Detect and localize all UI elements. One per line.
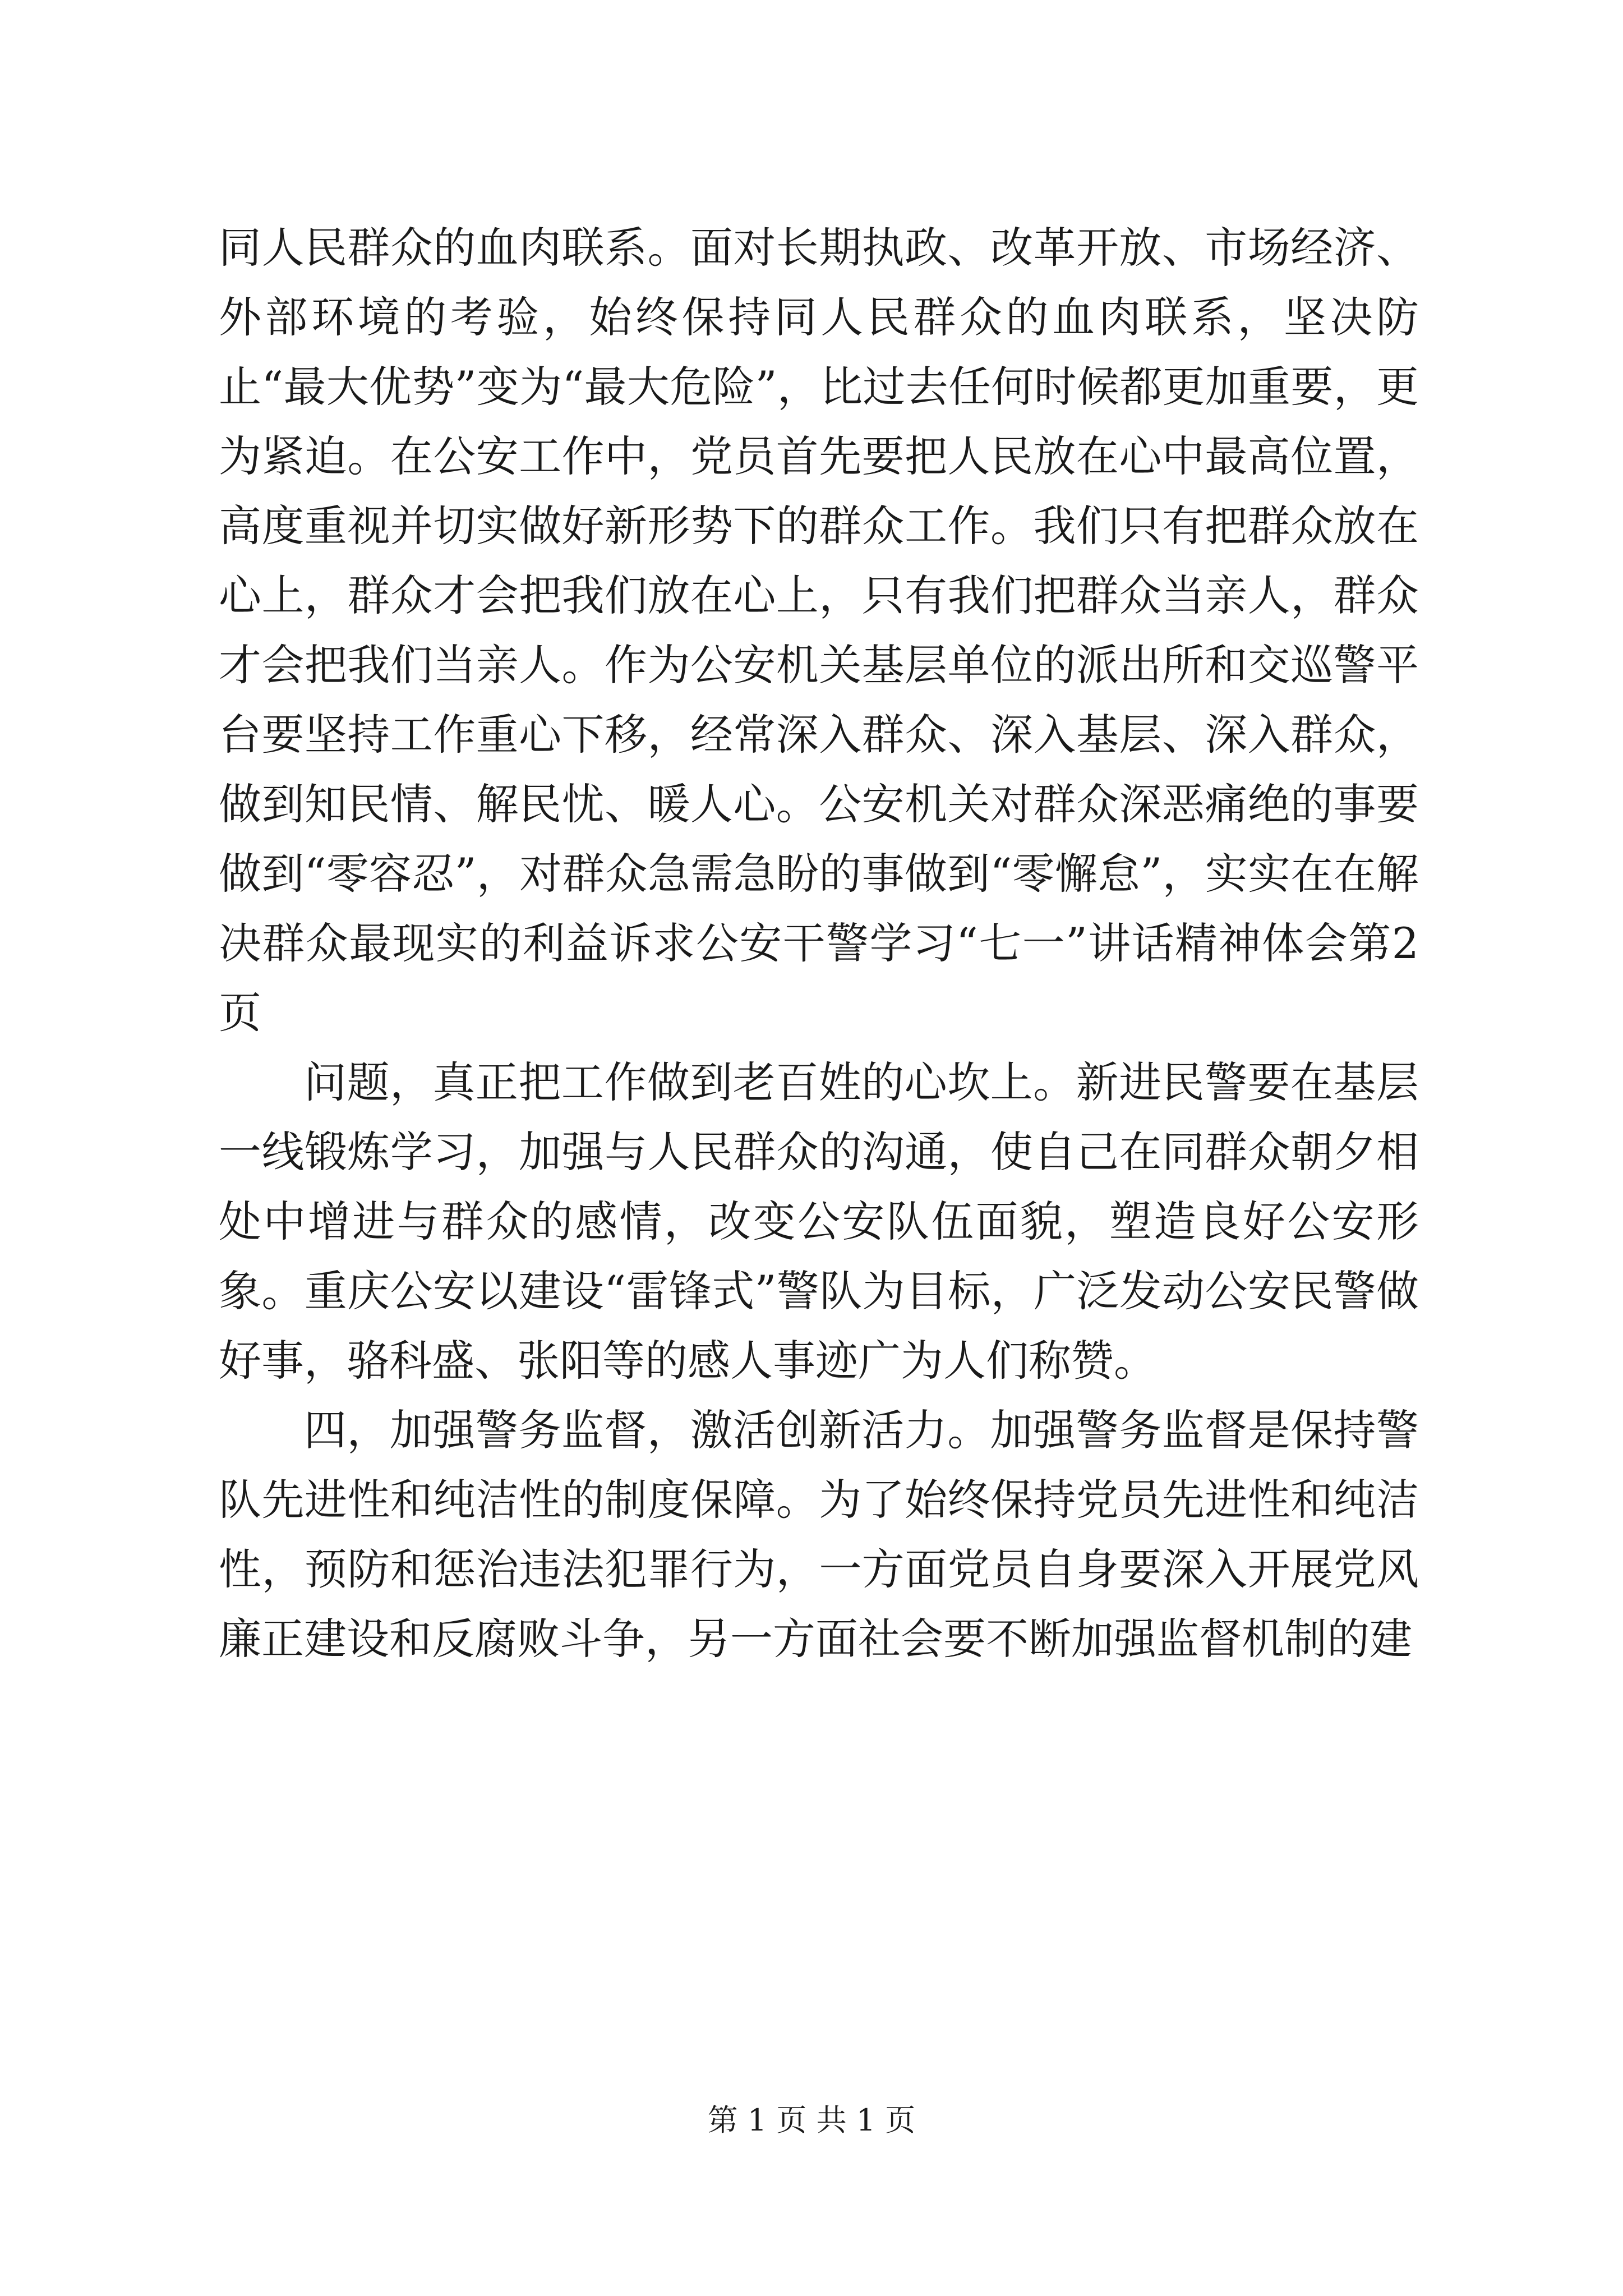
paragraph-1: 同人民群众的血肉联系。面对长期执政、改革开放、市场经济、外部环境的考验，始终保持同人民群众的血肉联系，坚决防止“最大优势”变为“最大危险”，比过去任何时候都更加重要，更为紧迫。在公安工作中，党员首先要把人民放在心中最高位置，高度重视并切实做好新形势下的群众工作。我们只有把群众放在心上，群众才会把我们放在心上，只有我们把群众当亲人，群众才会把我们当亲人。作为公安机关基层单位的派出所和交巡警平台要坚持工作重心下移，经常深入群众、深入基层、深入群众，做到知民情、解民忧、暖人心。公安机关对群众深恶痛绝的事要做到“零容忍”，对群众急需急盼的事做到“零懈怠”，实实在在解决群众最现实的利益诉求公安干警学习“七一”讲话精神体会第2页 [219, 223, 1419, 1038]
paragraph-2: 问题，真正把工作做到老百姓的心坎上。新进民警要在基层一线锻炼学习，加强与人民群众的沟通，使自己在同群众朝夕相处中增进与群众的感情，改变公安队伍面貌，塑造良好公安形象。重庆公安以建设“雷锋式”警队为目标，广泛发动公安民警做好事，骆科盛、张阳等的感人事迹广为人们称赞。 [219, 1057, 1419, 1386]
page-footer: 第 1 页 共 1 页 [707, 2102, 916, 2138]
paragraph-3: 四，加强警务监督，激活创新活力。加强警务监督是保持警队先进性和纯洁性的制度保障。为了始终保持党员先进性和纯洁性，预防和惩治违法犯罪行为，一方面党员自身要深入开展党风廉正建设和反腐败斗争，另一方面社会要不断加强监督机制的建 [219, 1405, 1419, 1664]
document-body [219, 213, 1419, 1674]
